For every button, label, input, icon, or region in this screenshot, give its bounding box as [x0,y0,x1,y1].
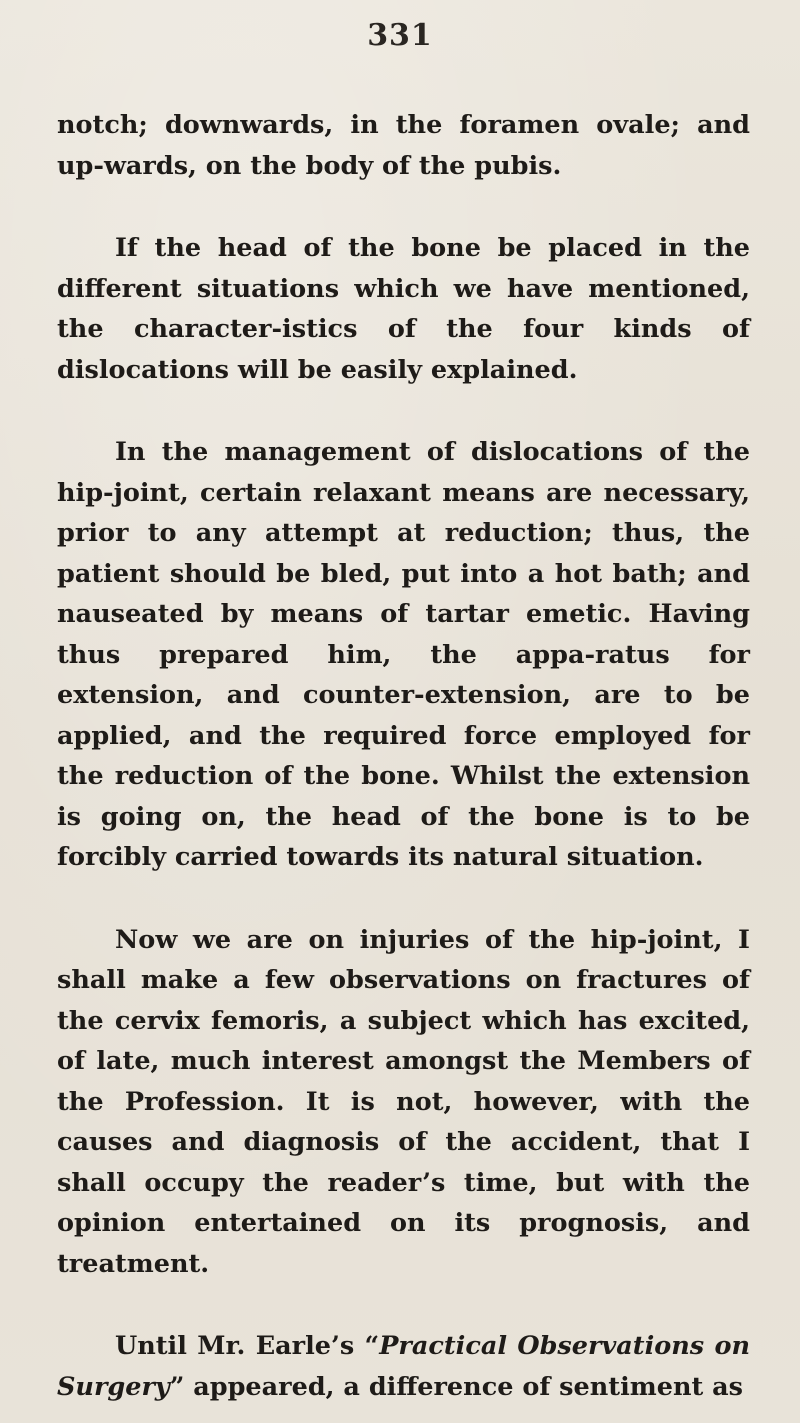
paragraph-5-end: ” appeared, a difference of sentiment as [169,1371,744,1402]
paragraph-5 [57,1326,750,1407]
paragraph-2: If the head of the bone be placed in the different situations which we have mentioned, the character-istics of the four kinds of dislocations will be easily explained. [57,233,750,385]
paragraph-4: Now we are on injuries of the hip-joint, I shall make a few observations on fractures of the cervix femoris, a subject which has excited, of late, much interest amongst the Members of the Profession. It is not, however, with the causes and diagnosis of the accident, that I shall occupy the reader’s time, but with the opinion entertained on its prognosis, and treatment. [57,924,750,1279]
text-body [57,105,750,1407]
book-title: Practical Observations on Surgery [57,1331,751,1402]
page-number: 331 [367,18,433,53]
paragraph-3: In the management of dislocations of the hip-joint, certain relaxant means are necessary, prior to any attempt at reduction; thus, the patient should be bled, put into a hot bath; and nauseated by means of tartar emetic. Having thus prepared him, the appa-ratus for extension, and counter-extension, are to be applied, and the required force employed for the reduction of the bone. Whilst the extension is going on, the head of the bone is to be forcibly carried towards its natural situation. [57,437,750,872]
paragraph-5-start: Until Mr. Earle’s “ [115,1331,380,1361]
paragraph-1: notch; downwards, in the foramen ovale; and up-wards, on the body of the pubis. [57,110,750,181]
